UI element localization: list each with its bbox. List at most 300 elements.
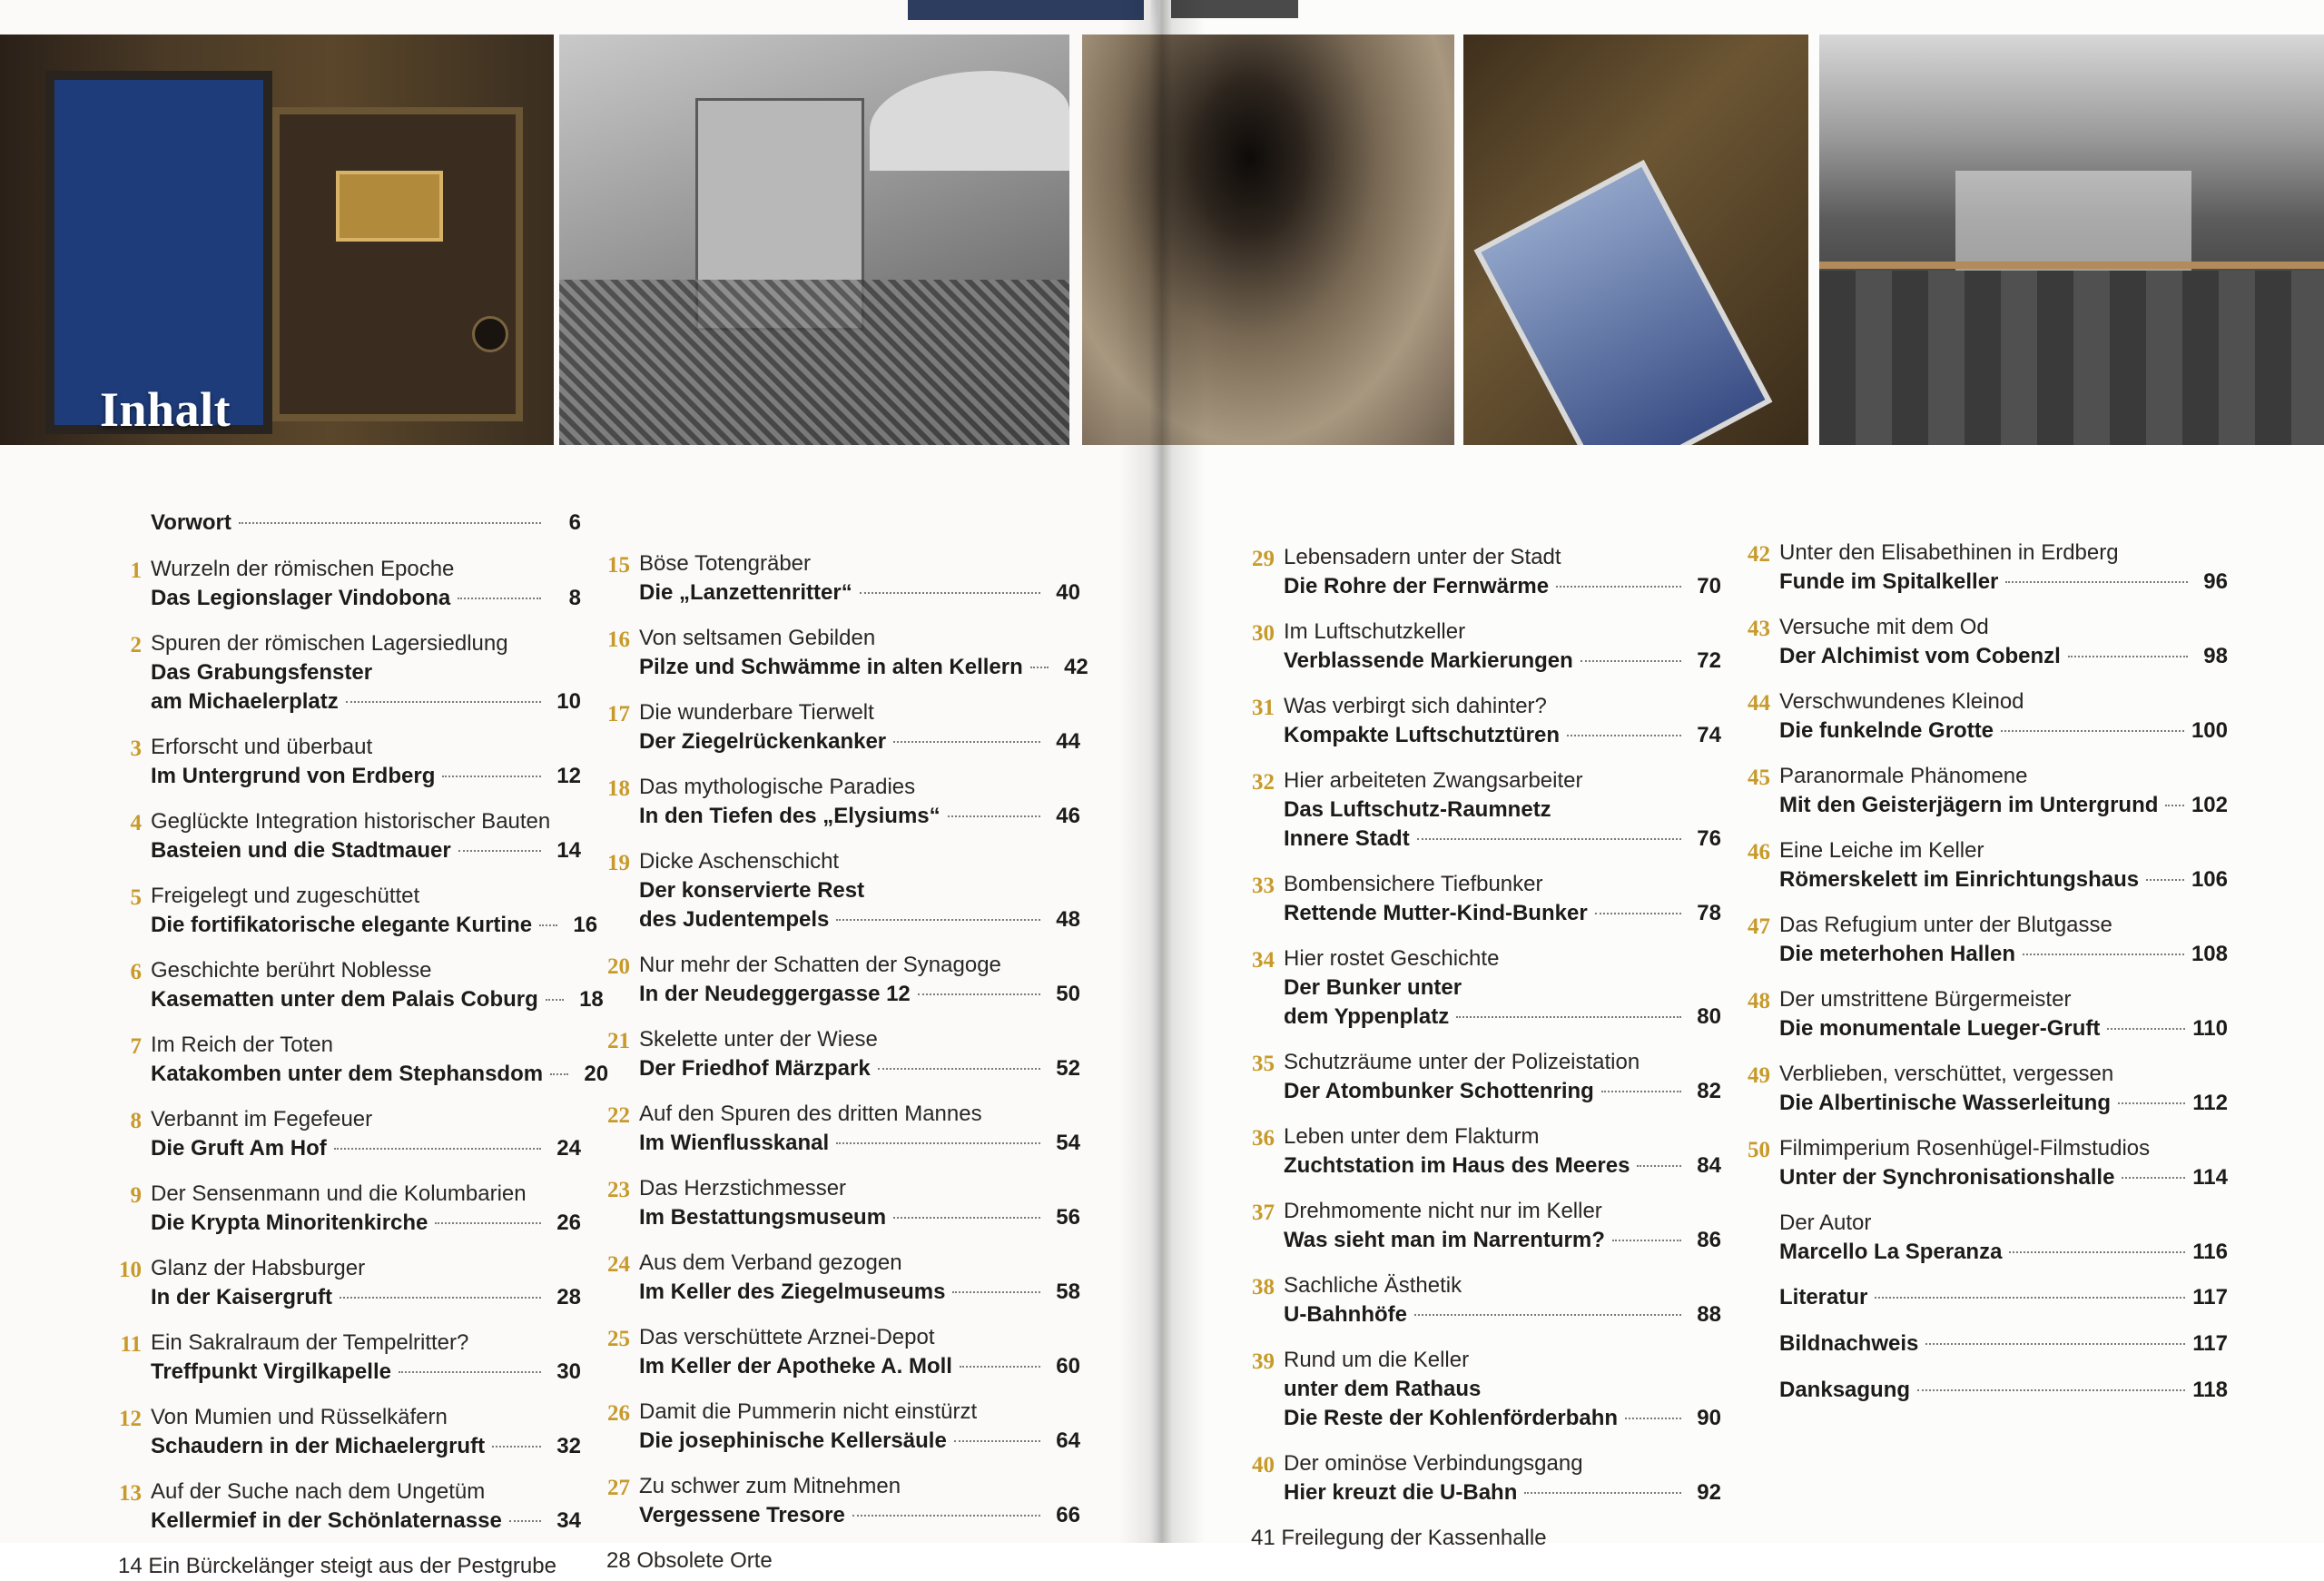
chapter-title: Das Luftschutz-Raumnetz — [1284, 797, 1551, 822]
page-number: 50 — [1056, 982, 1080, 1006]
page-number: 42 — [1064, 655, 1088, 679]
dot-leader — [399, 1371, 541, 1373]
chapter-title: Kasematten unter dem Palais Coburg — [151, 987, 538, 1012]
page-number: 112 — [2192, 1091, 2228, 1115]
toc-entry-body — [1284, 766, 1721, 854]
dot-leader — [1556, 586, 1681, 588]
chapter-title-row — [1284, 1077, 1721, 1106]
chapter-number: 26 — [607, 1401, 630, 1426]
chapter-number: 10 — [119, 1258, 142, 1282]
toc-entry — [597, 1398, 1080, 1456]
toc-entry-body — [1284, 944, 1721, 1032]
toc-entry-body — [639, 773, 1080, 831]
chapter-number: 50 — [1748, 1138, 1770, 1162]
dot-leader — [1567, 735, 1681, 736]
chapter-subtitle: Auf den Spuren des dritten Mannes — [639, 1102, 982, 1126]
chapter-number: 29 — [1252, 547, 1275, 571]
chapter-title-row — [1284, 1404, 1721, 1433]
chapter-subtitle: Geschichte berührt Noblesse — [151, 958, 432, 983]
dot-leader — [1524, 1492, 1681, 1494]
chapter-title-row — [1284, 721, 1721, 750]
chapter-number: 9 — [130, 1183, 142, 1208]
dot-leader — [1456, 1016, 1681, 1018]
chapter-title: Das Grabungsfenster — [151, 660, 373, 685]
toc-entry-body — [151, 629, 581, 716]
chapter-title-row — [151, 1060, 608, 1089]
toc-entry — [597, 1472, 1080, 1530]
chapter-title-row — [151, 584, 581, 613]
chapter-number: 48 — [1748, 989, 1770, 1013]
chapter-title: Der Friedhof Märzpark — [639, 1056, 871, 1081]
chapter-subtitle: Paranormale Phänomene — [1779, 764, 2028, 788]
chapter-title-row — [151, 762, 581, 791]
chapter-title: Die fortifikatorische elegante Kurtine — [151, 913, 533, 937]
dot-leader — [546, 999, 564, 1001]
chapter-number: 35 — [1252, 1052, 1275, 1076]
toc-entry-body — [1779, 762, 2228, 820]
chapter-number: 15 — [607, 553, 630, 578]
toc-entry — [109, 629, 581, 716]
toc-entry-body — [1284, 1197, 1721, 1255]
chapter-title-row — [1779, 642, 2228, 671]
toc-entry — [597, 624, 1088, 682]
toc-entry — [1242, 766, 1721, 854]
toc-entry — [597, 951, 1080, 1009]
toc-entry-body — [151, 1180, 581, 1238]
dot-leader — [2146, 879, 2184, 881]
chapter-subtitle: Nur mehr der Schatten der Synagoge — [639, 953, 1001, 977]
chapter-subtitle: Verblieben, verschüttet, vergessen — [1779, 1062, 2114, 1086]
toc-entry-body — [639, 1174, 1080, 1232]
chapter-number: 3 — [130, 736, 142, 761]
chapter-subtitle: Glanz der Habsburger — [151, 1256, 366, 1280]
toc-entry-body — [639, 1472, 1080, 1530]
page-number: 56 — [1056, 1205, 1080, 1230]
page-number: 118 — [2192, 1378, 2228, 1402]
chapter-number: 40 — [1252, 1453, 1275, 1477]
page-number: 86 — [1697, 1228, 1721, 1252]
chapter-title-row — [151, 911, 597, 940]
toc-entry — [109, 1180, 581, 1238]
chapter-title: Kompakte Luftschutztüren — [1284, 723, 1561, 747]
chapter-title-row — [639, 653, 1088, 682]
chapter-title-row — [639, 1501, 1080, 1530]
cut-off-entry: 41 Freilegung der Kassenhalle — [1251, 1526, 1547, 1550]
page-number: 82 — [1697, 1079, 1721, 1103]
tunnel-light — [1955, 171, 2191, 271]
toc-entry — [597, 847, 1080, 934]
chapter-title: Die funkelnde Grotte — [1779, 718, 1994, 743]
chapter-title: Der Atombunker Schottenring — [1284, 1079, 1594, 1103]
chapter-title: Basteien und die Stadtmauer — [151, 838, 451, 863]
dot-leader — [1601, 1091, 1681, 1092]
toc-entry — [1738, 911, 2228, 969]
chapter-subtitle: Leben unter dem Flakturm — [1284, 1124, 1540, 1149]
toc-entry-body — [1779, 911, 2228, 969]
dot-leader — [550, 1073, 568, 1075]
chapter-number: 32 — [1252, 770, 1275, 795]
toc-entry — [109, 807, 581, 865]
toc-entry-body — [639, 951, 1080, 1009]
dot-leader — [2001, 730, 2184, 732]
chapter-subtitle: Im Reich der Toten — [151, 1033, 333, 1057]
chapter-title-row — [1779, 791, 2228, 820]
toc-entry-body — [151, 1403, 581, 1461]
chapter-title: Die monumentale Lueger-Gruft — [1779, 1016, 2101, 1041]
chapter-number: 36 — [1252, 1126, 1275, 1151]
chapter-title-row — [639, 727, 1080, 756]
dot-leader — [442, 776, 541, 777]
dot-leader — [893, 741, 1040, 743]
chapter-subtitle: Die wunderbare Tierwelt — [639, 700, 874, 725]
toc-entry — [109, 509, 581, 539]
dot-leader — [852, 1515, 1040, 1517]
toc-entry-body — [151, 807, 581, 865]
chapter-title-row — [639, 1203, 1080, 1232]
chapter-number: 12 — [119, 1407, 142, 1431]
chapter-number: 34 — [1252, 948, 1275, 973]
chapter-title: Katakomben unter dem Stephansdom — [151, 1062, 544, 1086]
cut-off-entry: 14 Ein Bürckelänger steigt aus der Pestgrube — [118, 1554, 556, 1578]
page-number: 102 — [2191, 793, 2228, 817]
toc-entry — [1242, 944, 1721, 1032]
dot-leader — [1612, 1240, 1681, 1241]
toc-entry-body — [151, 956, 604, 1014]
page-number: 34 — [556, 1508, 581, 1533]
chapter-number: 20 — [607, 954, 630, 979]
toc-entry — [1738, 985, 2228, 1043]
toc-entry-body — [1779, 613, 2228, 671]
toc-entry-body — [151, 733, 581, 791]
page-number: 92 — [1697, 1480, 1721, 1505]
toc-entry — [1242, 1449, 1721, 1507]
page-number: 116 — [2192, 1240, 2228, 1264]
chapter-title: Schaudern in der Michaelergruft — [151, 1434, 486, 1458]
chapter-number — [109, 509, 151, 539]
page-number: 98 — [2203, 644, 2228, 668]
book-cover-edge — [908, 0, 1144, 20]
chapter-number: 46 — [1748, 840, 1770, 865]
page-number: 114 — [2192, 1165, 2228, 1190]
chapter-title-row — [1779, 1014, 2228, 1043]
toc-entry — [1738, 539, 2228, 597]
chapter-number: 44 — [1748, 691, 1770, 716]
toc-entry — [109, 1477, 581, 1536]
chapter-subtitle: Der Sensenmann und die Kolumbarien — [151, 1181, 527, 1206]
toc-entry — [1738, 1134, 2228, 1192]
chapter-subtitle: Das Refugium unter der Blutgasse — [1779, 913, 2112, 937]
toc-entry — [1738, 1329, 2228, 1359]
toc-entry — [1738, 613, 2228, 671]
chapter-subtitle: Erforscht und überbaut — [151, 735, 373, 759]
dot-leader — [2165, 805, 2184, 806]
chapter-number — [1738, 1283, 1779, 1313]
dot-leader — [1875, 1297, 2185, 1299]
dot-leader — [836, 919, 1040, 921]
toc-entry — [597, 1174, 1080, 1232]
toc-entry — [109, 882, 598, 940]
page-number: 96 — [2203, 569, 2228, 594]
chapter-subtitle: Bombensichere Tiefbunker — [1284, 872, 1543, 896]
toc-entry — [109, 1105, 581, 1163]
toc-entry — [1242, 618, 1721, 676]
page-number: 52 — [1056, 1056, 1080, 1081]
chapter-title-row — [1284, 1300, 1721, 1329]
toc-entry-body — [1284, 1271, 1721, 1329]
dot-leader — [1637, 1165, 1681, 1167]
chapter-title: Hier kreuzt die U-Bahn — [1284, 1480, 1518, 1505]
dot-leader — [334, 1148, 541, 1150]
chapter-subtitle: Von seltsamen Gebilden — [639, 626, 876, 650]
page-number: 26 — [556, 1210, 581, 1235]
toc-entry — [109, 1403, 581, 1461]
page-number: 6 — [568, 510, 581, 535]
chapter-subtitle: Im Luftschutzkeller — [1284, 619, 1466, 644]
chapter-number: 27 — [607, 1476, 630, 1500]
toc-entry — [1738, 687, 2228, 746]
toc-entry — [597, 698, 1080, 756]
page-number: 80 — [1697, 1004, 1721, 1029]
chapter-title: In der Neudeggergasse 12 — [639, 982, 911, 1006]
dot-leader — [960, 1366, 1040, 1368]
dot-leader — [2118, 1102, 2185, 1104]
chapter-title: Treffpunkt Virgilkapelle — [151, 1359, 391, 1384]
chapter-subtitle: Der umstrittene Bürgermeister — [1779, 987, 2072, 1012]
chapter-title-row — [639, 1278, 1080, 1307]
photo-glass-coffin — [1463, 35, 1808, 445]
page-number: 100 — [2191, 718, 2228, 743]
chapter-title: Funde im Spitalkeller — [1779, 569, 1999, 594]
chapter-subtitle: Unter den Elisabethinen in Erdberg — [1779, 540, 2119, 565]
chapter-subtitle: Schutzräume unter der Polizeistation — [1284, 1050, 1640, 1074]
chapter-title-row — [151, 1358, 581, 1387]
toc-entry-body — [639, 847, 1080, 934]
toc-entry-body — [1284, 543, 1721, 601]
chapter-title-row — [151, 1134, 581, 1163]
dot-leader — [435, 1222, 541, 1224]
toc-entry-body — [151, 1105, 581, 1163]
toc-entry-body — [1779, 539, 2228, 597]
dot-leader — [458, 850, 541, 852]
safe-door — [45, 71, 272, 434]
page-number: 18 — [579, 987, 604, 1012]
chapter-title: Der Alchimist vom Cobenzl — [1779, 644, 2061, 668]
page-number: 108 — [2191, 942, 2228, 966]
chapter-title: Die Gruft Am Hof — [151, 1136, 327, 1161]
chapter-number: 18 — [607, 776, 630, 801]
page-number: 48 — [1056, 907, 1080, 932]
chapter-subtitle: Lebensadern unter der Stadt — [1284, 545, 1561, 569]
chapter-title: dem Yppenplatz — [1284, 1004, 1450, 1029]
chapter-title: In den Tiefen des „Elysiums“ — [639, 804, 940, 828]
chapter-number: 13 — [119, 1481, 142, 1506]
page-number: 74 — [1697, 723, 1721, 747]
chapter-title-row — [1779, 1163, 2228, 1192]
chapter-title: Das Legionslager Vindobona — [151, 586, 451, 610]
page-number: 76 — [1697, 826, 1721, 851]
chapter-subtitle: Geglückte Integration historischer Bauten — [151, 809, 551, 834]
chapter-title-row — [639, 1054, 1080, 1083]
chapter-title: U-Bahnhöfe — [1284, 1302, 1407, 1327]
page-number: 8 — [568, 586, 581, 610]
photo-castle-engraving — [559, 35, 1069, 445]
chapter-subtitle: Hier rostet Geschichte — [1284, 946, 1500, 971]
page-number: 106 — [2191, 867, 2228, 892]
toc-entry — [597, 773, 1080, 831]
chapter-title-row — [151, 836, 581, 865]
page-number: 54 — [1056, 1131, 1080, 1155]
toc-column-2 — [597, 549, 1088, 1576]
chapter-number: 39 — [1252, 1349, 1275, 1374]
dot-leader — [340, 1297, 541, 1299]
toc-entry-body — [1779, 1376, 2228, 1406]
toc-entry — [109, 1254, 581, 1312]
chapter-subtitle: Das mythologische Paradies — [639, 775, 916, 799]
chapter-title-row — [1284, 1478, 1721, 1507]
toc-entry-body — [639, 624, 1088, 682]
page-number: 32 — [556, 1434, 581, 1458]
dot-leader — [860, 592, 1040, 594]
page-number: 16 — [573, 913, 598, 937]
page-number: 78 — [1697, 901, 1721, 925]
chapter-title-row — [1284, 1226, 1721, 1255]
chapter-number: 17 — [607, 702, 630, 726]
toc-column-1 — [109, 509, 609, 1581]
chapter-title: Im Keller der Apotheke A. Moll — [639, 1354, 952, 1378]
page-title: Inhalt — [100, 382, 231, 437]
toc-entry — [597, 549, 1080, 608]
chapter-title-row — [1779, 1283, 2228, 1312]
chapter-title: Danksagung — [1779, 1378, 1911, 1402]
toc-entry-body — [1284, 1346, 1721, 1433]
dot-leader — [1030, 667, 1049, 668]
page-number: 20 — [584, 1062, 609, 1086]
toc-entry-body — [151, 1477, 581, 1536]
page-number: 12 — [556, 764, 581, 788]
toc-entry-body — [1284, 1449, 1721, 1507]
toc-entry — [109, 956, 604, 1014]
chapter-number: 19 — [607, 851, 630, 875]
dot-leader — [2005, 581, 2188, 583]
chapter-title: Die meterhohen Hallen — [1779, 942, 2016, 966]
safe-label — [336, 171, 443, 242]
chapter-title: Unter der Synchronisationshalle — [1779, 1165, 2115, 1190]
dot-leader — [1414, 1314, 1681, 1316]
chapter-title: am Michaelerplatz — [151, 689, 339, 714]
chapter-number: 47 — [1748, 914, 1770, 939]
page-number: 88 — [1697, 1302, 1721, 1327]
cut-off-entry: 28 Obsolete Orte — [606, 1548, 773, 1573]
chapter-subtitle: Auf der Suche nach dem Ungetüm — [151, 1479, 486, 1504]
chapter-title: Die Albertinische Wasserleitung — [1779, 1091, 2111, 1115]
chapter-number: 37 — [1252, 1201, 1275, 1225]
chapter-subtitle: Skelette unter der Wiese — [639, 1027, 878, 1052]
toc-entry — [1242, 1197, 1721, 1255]
toc-entry-body — [151, 1329, 581, 1387]
chapter-subtitle: Spuren der römischen Lagersiedlung — [151, 631, 508, 656]
chapter-title: Bildnachweis — [1779, 1331, 1919, 1356]
toc-entry-body — [1284, 870, 1721, 928]
chapter-title: Im Bestattungsmuseum — [639, 1205, 887, 1230]
dot-leader — [1595, 913, 1681, 914]
toc-column-4 — [1738, 539, 2228, 1422]
safe-handle — [472, 316, 508, 352]
chapter-number: 42 — [1748, 542, 1770, 567]
chapter-subtitle: Sachliche Ästhetik — [1284, 1273, 1462, 1298]
toc-entry — [597, 1025, 1080, 1083]
chapter-title: Marcello La Speranza — [1779, 1240, 2003, 1264]
chapter-title: Der konservierte Rest — [639, 878, 865, 903]
dot-leader — [2107, 1028, 2185, 1030]
chapter-title-row — [151, 1507, 581, 1536]
dot-leader — [539, 924, 557, 926]
chapter-title-row — [639, 905, 1080, 934]
battle-crowd — [559, 280, 1069, 445]
platform-floor — [1819, 271, 2324, 445]
chapter-number: 7 — [130, 1034, 142, 1059]
toc-entry-body — [1284, 1048, 1721, 1106]
chapter-subtitle: Das Herzstichmesser — [639, 1176, 847, 1201]
page-number: 30 — [556, 1359, 581, 1384]
chapter-number: 16 — [607, 627, 630, 652]
toc-entry — [109, 1031, 609, 1089]
page-number: 90 — [1697, 1406, 1721, 1430]
dot-leader — [2068, 656, 2188, 657]
chapter-title-row — [639, 980, 1080, 1009]
chapter-number: 33 — [1252, 874, 1275, 898]
toc-entry-body — [1779, 1329, 2228, 1359]
chapter-title: Innere Stadt — [1284, 826, 1410, 851]
toc-entry — [1738, 1060, 2228, 1118]
dot-leader — [893, 1217, 1040, 1219]
chapter-number: 1 — [130, 558, 142, 583]
toc-entry — [1242, 1048, 1721, 1106]
toc-entry-body — [151, 1031, 608, 1089]
toc-entry-body — [639, 549, 1080, 608]
chapter-title-row — [639, 1129, 1080, 1158]
safe-front — [272, 107, 523, 421]
dot-leader — [1581, 660, 1681, 662]
toc-entry-body — [1284, 1122, 1721, 1181]
chapter-title-row — [1779, 865, 2228, 894]
chapter-title-row — [1284, 825, 1721, 854]
chapter-subtitle: Versuche mit dem Od — [1779, 615, 1989, 639]
dot-leader — [948, 815, 1040, 817]
chapter-subtitle: Drehmomente nicht nur im Keller — [1284, 1199, 1602, 1223]
chapter-number: 21 — [607, 1029, 630, 1053]
dot-leader — [952, 1291, 1040, 1293]
chapter-subtitle: Verschwundenes Kleinod — [1779, 689, 2024, 714]
page-number: 14 — [556, 838, 581, 863]
chapter-title-row — [639, 578, 1080, 608]
chapter-number: 49 — [1748, 1063, 1770, 1088]
toc-entry — [597, 1249, 1080, 1307]
chapter-subtitle: Von Mumien und Rüsselkäfern — [151, 1405, 448, 1429]
page-number: 72 — [1697, 648, 1721, 673]
dot-leader — [878, 1068, 1040, 1070]
chapter-number: 22 — [607, 1103, 630, 1128]
chapter-number: 8 — [130, 1109, 142, 1133]
chapter-number: 45 — [1748, 766, 1770, 790]
chapter-subtitle: Filmimperium Rosenhügel-Filmstudios — [1779, 1136, 2151, 1161]
chapter-number — [1738, 1376, 1779, 1406]
toc-entry-body — [1779, 1209, 2228, 1267]
chapter-subtitle: Damit die Pummerin nicht einstürzt — [639, 1399, 978, 1424]
toc-entry-body — [639, 1323, 1080, 1381]
dot-leader — [1625, 1418, 1681, 1419]
toc-entry — [1242, 1122, 1721, 1181]
dot-leader — [346, 701, 541, 703]
